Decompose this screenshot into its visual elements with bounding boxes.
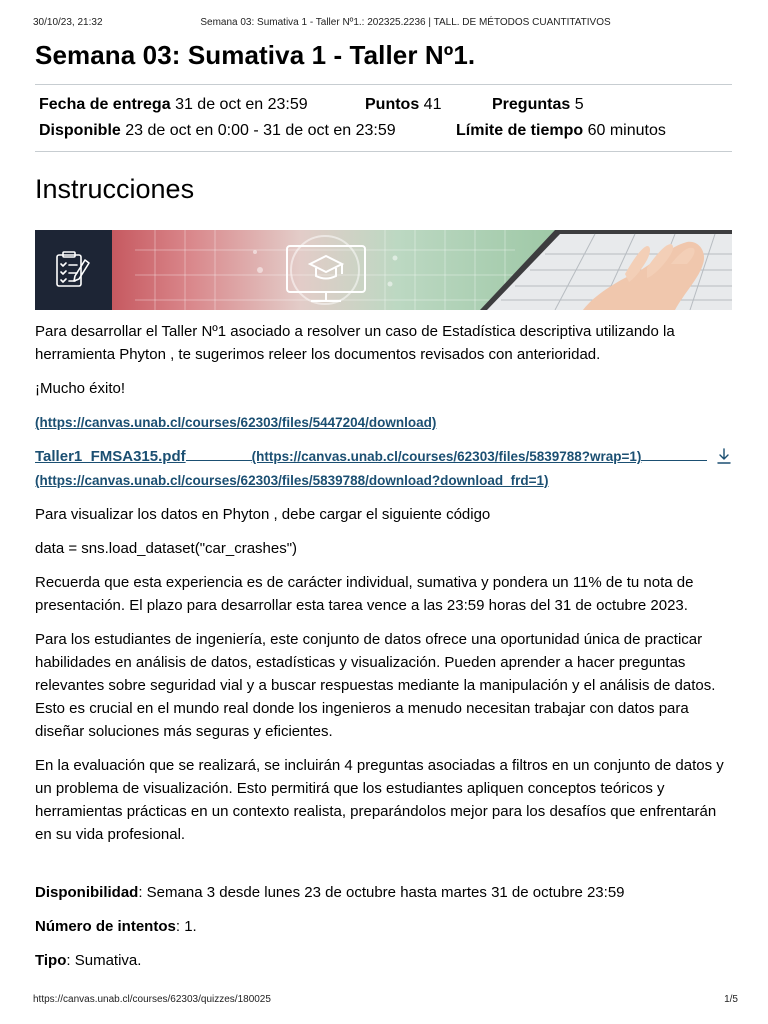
time-limit	[456, 122, 666, 140]
time-limit-value: 60 minutos	[587, 122, 666, 139]
type-line	[35, 949, 735, 972]
file-preview-link[interactable]: (https://canvas.unab.cl/courses/62303/files/5839788?wrap=1)	[251, 449, 642, 464]
intro-paragraph: Para desarrollar el Taller Nº1 asociado a resolver un caso de Estadística descriptiva utilizando la herramienta Phyton , te sugerimos releer los documentos revisados con anterioridad.	[35, 323, 675, 363]
page-title: Semana 03: Sumativa 1 - Taller Nº1.	[35, 40, 476, 70]
link-underline	[186, 446, 252, 461]
questions-value: 5	[574, 96, 584, 113]
download-icon[interactable]	[716, 447, 732, 465]
attempts-value: : 1.	[175, 918, 197, 935]
instructions-content	[35, 320, 735, 983]
time-limit-label: Límite de tiempo	[456, 122, 584, 139]
divider	[35, 84, 732, 85]
print-title: Semana 03: Sumativa 1 - Taller Nº1.: 202325.2236 | TALL. DE MÉTODOS CUANTITATIVOS	[200, 17, 611, 28]
file-name-link[interactable]: Taller1_FMSA315.pdf	[35, 448, 186, 465]
file-attachment	[35, 445, 735, 467]
print-header	[33, 17, 738, 31]
due-date	[39, 96, 308, 114]
availability-line	[35, 881, 735, 904]
points-label: Puntos	[365, 96, 420, 113]
questions	[492, 96, 584, 114]
available-label: Disponible	[39, 122, 121, 139]
load-data-text: Para visualizar los datos en Phyton , debe cargar el siguiente código	[35, 506, 491, 523]
print-url: https://canvas.unab.cl/courses/62303/quizzes/180025	[33, 994, 271, 1005]
good-luck-text: ¡Mucho éxito!	[35, 380, 126, 397]
page-number: 1/5	[724, 994, 738, 1005]
instructions-heading: Instrucciones	[35, 174, 195, 204]
link-underline	[641, 446, 707, 461]
divider	[35, 151, 732, 152]
questions-label: Preguntas	[492, 96, 571, 113]
due-value: 31 de oct en 23:59	[175, 96, 308, 113]
banner-image	[35, 230, 732, 310]
download-link-1[interactable]: (https://canvas.unab.cl/courses/62303/files/5447204/download)	[35, 415, 437, 430]
type-value: : Sumativa.	[66, 952, 142, 969]
availability-label: Disponibilidad	[35, 884, 139, 901]
file-download-link[interactable]: (https://canvas.unab.cl/courses/62303/files/5839788/download?download_frd=1)	[35, 473, 549, 488]
spacer	[35, 857, 735, 881]
type-label: Tipo	[35, 952, 67, 969]
attempts-line	[35, 915, 735, 938]
instructions-banner	[35, 230, 732, 310]
due-label: Fecha de entrega	[39, 96, 171, 113]
engineering-paragraph: Para los estudiantes de ingeniería, este conjunto de datos ofrece una oportunidad única de practicar habilidades en análisis de datos, estadísticas y visualización. Pueden aprender a hacer preguntas relevantes sobre seguridad vial y a buscar respuestas mediante la manipulación y el análisis de datos. Esto es crucial en el mundo real donde los ingenieros a menudo necesitan trabajar con datos para diseñar soluciones más seguras y eficientes.	[35, 631, 716, 740]
print-date: 30/10/23, 21:32	[33, 17, 103, 28]
individual-paragraph: Recuerda que esta experiencia es de carácter individual, sumativa y pondera un 11% de tu nota de presentación. El plazo para desarrollar esta tarea vence a las 23:59 horas del 31 de octubre 2023.	[35, 574, 694, 614]
banner-icon-panel	[35, 230, 112, 310]
available-value: 23 de oct en 0:00 - 31 de oct en 23:59	[125, 122, 396, 139]
evaluation-paragraph: En la evaluación que se realizará, se incluirán 4 preguntas asociadas a filtros en un conjunto de datos y un problema de visualización. Esto permitirá que los estudiantes apliquen conceptos teóricos y herramientas prácticas en un contexto realista, preparándolos mejor para los desafíos que enfrentarán en su vida profesional.	[35, 757, 724, 843]
points	[365, 96, 441, 114]
code-line: data = sns.load_dataset("car_crashes")	[35, 540, 298, 557]
points-value: 41	[423, 96, 442, 113]
availability-value: : Semana 3 desde lunes 23 de octubre hasta martes 31 de octubre 23:59	[138, 884, 625, 901]
available	[39, 122, 396, 140]
attempts-label: Número de intentos	[35, 918, 176, 935]
